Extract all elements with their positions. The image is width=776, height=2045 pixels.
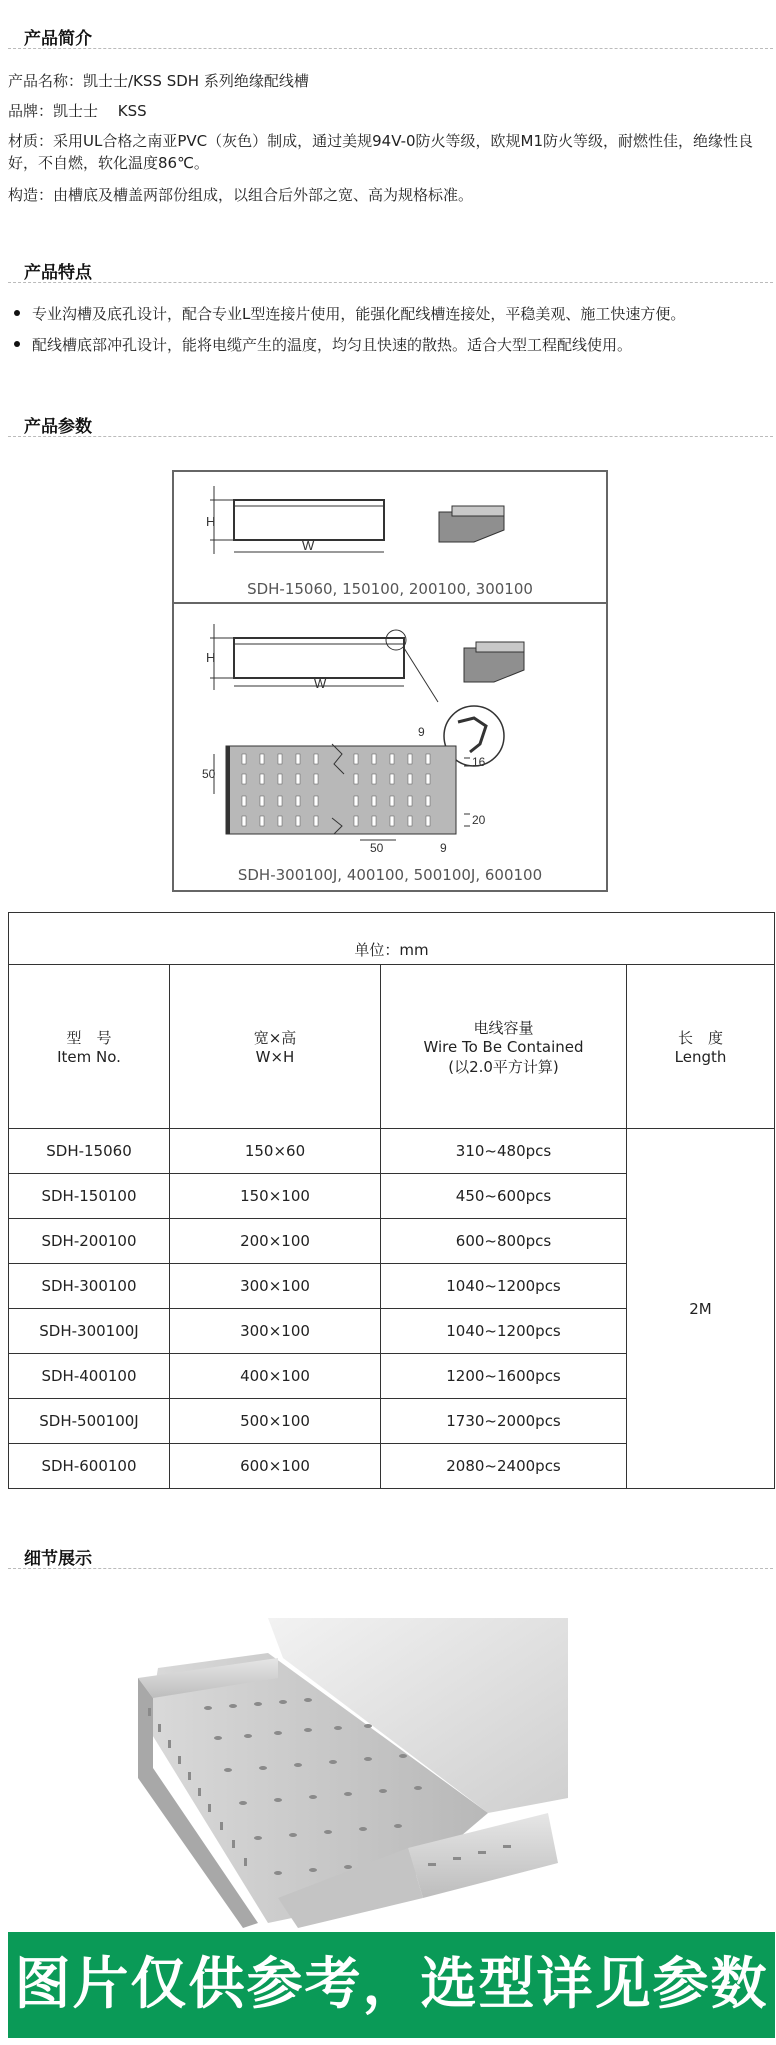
section-title-intro: 产品简介 [24, 29, 92, 49]
cross-section-diagram [174, 472, 606, 572]
figure-caption: SDH-300100J, 400100, 500100J, 600100 [237, 866, 543, 884]
spec-table [8, 912, 775, 1489]
cell-model: SDH-15060 [9, 1129, 170, 1174]
cell-model: SDH-200100 [9, 1219, 170, 1264]
header-length-cn: 长 度 [677, 1029, 723, 1047]
table-header-row [9, 965, 775, 1129]
label-h: H [206, 650, 216, 665]
cell-wire: 1200~1600pcs [381, 1354, 627, 1399]
cell-wire: 1730~2000pcs [381, 1399, 627, 1444]
header-length [627, 965, 775, 1129]
dim-label: 9 [440, 841, 447, 854]
header-wire-en: Wire To Be Contained [423, 1037, 584, 1056]
product-brand: 品牌：凯士士 KSS [8, 102, 147, 120]
cell-size: 300×100 [170, 1264, 381, 1309]
header-length-en: Length [674, 1048, 727, 1066]
header-wire [381, 965, 627, 1129]
header-size-en: W×H [255, 1048, 295, 1066]
dim-label: 9 [418, 725, 425, 739]
header-wire-cn: 电线容量 [473, 1018, 534, 1037]
dim-label: 50 [202, 767, 216, 781]
product-name: 产品名称：凯士士/KSS SDH 系列绝缘配线槽 [8, 72, 309, 90]
product-structure: 构造：由槽底及槽盖两部份组成，以组合后外部之宽、高为规格标准。 [8, 186, 474, 204]
feature-item [14, 334, 632, 355]
cell-size: 150×60 [170, 1129, 381, 1174]
dim-label: 50 [370, 841, 384, 854]
cell-size: 150×100 [170, 1174, 381, 1219]
feature-item [14, 303, 685, 324]
bullet-icon [14, 341, 20, 347]
label-h: H [206, 514, 216, 529]
dimension-figure-standard [172, 470, 608, 604]
section-header-intro [8, 22, 773, 49]
cell-wire: 1040~1200pcs [381, 1309, 627, 1354]
section-title-details: 细节展示 [24, 1549, 92, 1569]
cell-model: SDH-300100J [9, 1309, 170, 1354]
cell-model: SDH-150100 [9, 1174, 170, 1219]
feature-text: 专业沟槽及底孔设计，配合专业L型连接片使用，能强化配线槽连接处，平稳美观、施工快速方便。 [32, 305, 686, 323]
section-title-params: 产品参数 [24, 417, 92, 437]
product-material: 材质：采用UL合格之南亚PVC（灰色）制成，通过美规94V-0防火等级，欧规M1防火等级，耐燃性佳，绝缘性良好，不自燃，软化温度86℃。 [8, 132, 754, 172]
cell-wire: 2080~2400pcs [381, 1444, 627, 1489]
cell-wire: 310~480pcs [381, 1129, 627, 1174]
cell-wire: 1040~1200pcs [381, 1264, 627, 1309]
cell-length: 2M [627, 1129, 775, 1489]
table-row [9, 1129, 775, 1174]
cell-model: SDH-300100 [9, 1264, 170, 1309]
cell-wire: 600~800pcs [381, 1219, 627, 1264]
feature-text: 配线槽底部冲孔设计，能将电缆产生的温度，均匀且快速的散热。适合大型工程配线使用。 [32, 336, 633, 354]
unit-cell: 单位：mm [9, 913, 775, 965]
section-header-details [8, 1542, 773, 1569]
section-header-params [8, 410, 773, 437]
cell-model: SDH-400100 [9, 1354, 170, 1399]
bullet-icon [14, 310, 20, 316]
cell-model: SDH-600100 [9, 1444, 170, 1489]
cell-size: 400×100 [170, 1354, 381, 1399]
label-w: W [314, 676, 327, 691]
cell-size: 500×100 [170, 1399, 381, 1444]
header-wire-note: (以2.0平方计算) [448, 1057, 559, 1076]
header-model [9, 965, 170, 1129]
cell-size: 600×100 [170, 1444, 381, 1489]
dim-label: 16 [472, 755, 486, 769]
header-model-en: Item No. [57, 1048, 121, 1066]
cell-size: 300×100 [170, 1309, 381, 1354]
header-model-cn: 型 号 [66, 1029, 112, 1047]
figure-caption: SDH-15060, 150100, 200100, 300100 [247, 580, 533, 598]
dimension-figure-perforated [172, 602, 608, 892]
header-size-cn: 宽×高 [253, 1029, 297, 1047]
cell-model: SDH-500100J [9, 1399, 170, 1444]
section-header-features [8, 256, 773, 283]
header-size [170, 965, 381, 1129]
cell-wire: 450~600pcs [381, 1174, 627, 1219]
cell-size: 200×100 [170, 1219, 381, 1264]
label-w: W [302, 538, 315, 553]
disclaimer-banner: 图片仅供参考，选型详见参数 [8, 1932, 775, 2038]
dim-label: 20 [472, 813, 486, 827]
section-title-features: 产品特点 [24, 263, 92, 283]
product-photo [8, 1598, 775, 1928]
table-unit-row [9, 913, 775, 965]
perforated-diagram [174, 604, 606, 854]
